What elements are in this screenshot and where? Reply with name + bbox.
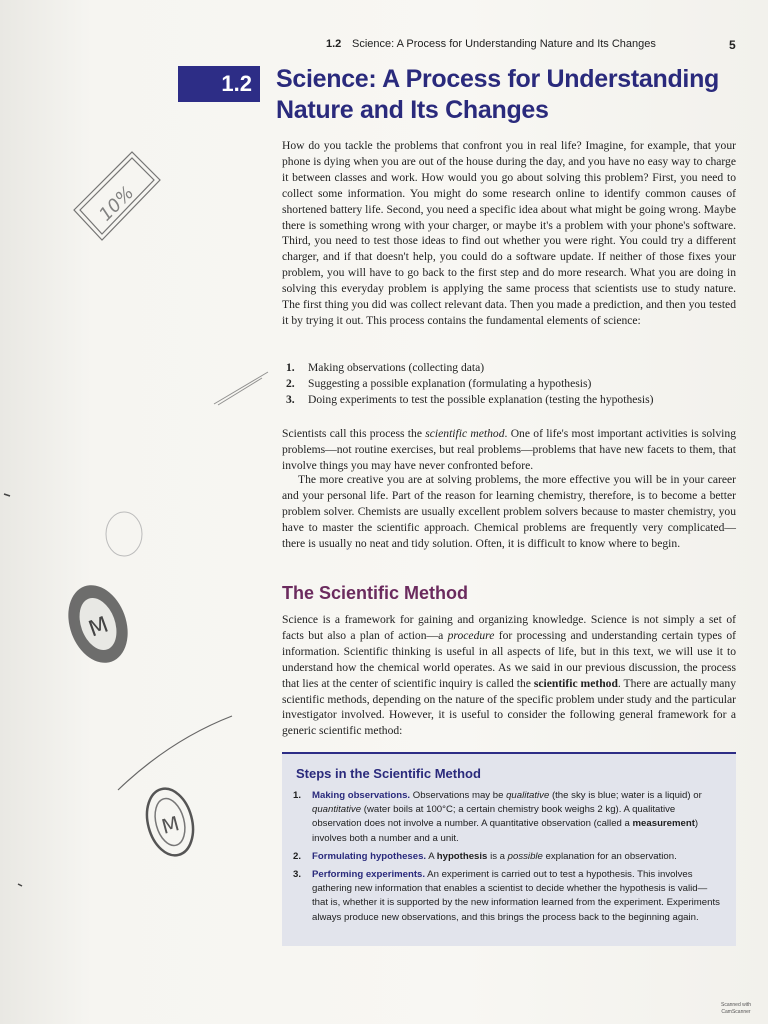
step-text [312,789,723,846]
camscanner-watermark: Scanned with CamScanner [720,1002,752,1015]
margin-mark [18,884,22,886]
sketch-sign-doodle [74,152,160,240]
margin-mark [4,494,10,496]
step-number: 2. [293,850,302,862]
sketch-m-letter-2: M [158,811,182,839]
paragraph-text: . One of life's most important activities is solving problems—not routine exercises, but real problems—problems that have new facets to them, that involve things you may have never confronted before. [282,427,736,472]
paragraph-text: for processing and understanding certain types of information. Scientific thinking is useful in all aspects of life, but in this text, we will use it to understand how the chemical world operates. As we said in our previous discussion, the process that lies at the center of scientific inquiry is called the [282,628,736,690]
science-framework-paragraph [282,612,736,739]
sketch-faint-circle [106,512,142,556]
section-title-line-1: Science: A Process for Understanding [276,65,720,93]
paragraph-text: . There are actually many scientific methods, depending on the nature of the specific problem under study and the particular investigator involved. However, it is useful to consider the following general framework for a generic scientific method: [282,676,736,738]
step-term: Making observations. [312,790,411,801]
paragraph-text: The more creative you are at solving problems, the more effective you will be in your career and your personal life. Part of the reason for learning chemistry, therefore, is to become a better problem solver. Chemists are usually excellent problem solvers because to master chemistry, you have to master the scientific approach. Chemical problems are frequently very complicated—there is usually no neat and tidy solution. Often, it is difficult to know where to begin. [282,473,736,550]
running-header-title: Science: A Process for Understanding Nature and Its Changes [352,38,656,50]
sketch-curve-doodle [118,716,232,790]
list-item-number: 2. [286,376,295,390]
sketch-m-letter-1: M [85,612,112,643]
step-bold: measurement [632,818,695,830]
subsection-title: The Scientific Method [282,583,469,603]
list-item-number: 3. [286,392,295,406]
step-text [312,850,723,864]
list-item-number: 1. [286,361,295,374]
step-text [312,868,723,925]
step-number: 3. [293,869,302,881]
step-text-part: (the sky is blue; water is a liquid) or [549,790,702,801]
italic-term: procedure [447,628,495,642]
sketch-m-badge-2 [140,783,200,860]
sketch-line-doodle [214,372,268,405]
running-header-section-number: 1.2 [326,38,342,50]
list-item [286,392,736,408]
steps-box-list [293,789,723,929]
step-text-part: is a [487,850,508,862]
step-term: Formulating hypotheses. [312,850,427,862]
step-item [293,850,723,864]
step-term: Performing experiments. [312,869,426,881]
scientific-method-paragraph [282,426,736,474]
step-text-part: explanation for an observation. [542,850,677,862]
list-item-text: Doing experiments to test the possible explanation (testing the hypothesis) [308,392,654,406]
sketch-m-badge-1 [58,577,138,671]
paragraph-text: Science is a framework for gaining and organizing knowledge. Science is not simply a set of facts but also a plan of action—a [282,613,736,642]
step-italic: quantitative [312,804,362,816]
step-italic: possible [507,850,543,862]
paragraph-text: Scientists call this process the [282,427,426,440]
section-number-badge [178,66,260,102]
list-item-text: Making observations (collecting data) [308,361,485,374]
step-text-part: Observations may be [410,790,507,801]
step-text-part: ) involves both a number and a unit. [312,818,699,844]
section-number: 1.2 [221,71,252,96]
steps-box-title: Steps in the Scientific Method [296,766,481,781]
list-item-text: Suggesting a possible explanation (formulating a hypothesis) [308,376,592,390]
running-header [0,38,768,54]
bold-term: scientific method [533,676,618,690]
science-elements-list [286,360,736,407]
step-text-part: An experiment is carried out to test a hypothesis. This involves gathering new information that enables a scientist to decide whether the hypothesis is valid—that is, whether it is supported by the new information learned from the experiment. Experiments always produce new observations, and this brings the process back to the beginning again. [312,869,720,923]
sketch-sign-text: 10% [95,182,139,226]
italic-term: scientific method [425,427,505,440]
list-item [286,360,736,376]
step-text-part: (water boils at 100°C; a certain chemistry book weighs 2 kg). A qualitative observation does not involve a number. A quantitative observation (called a [312,804,676,830]
step-number: 1. [293,790,302,801]
step-italic: qualitative [506,790,550,801]
section-title-line-2: Nature and Its Changes [276,96,549,124]
problem-solving-paragraph [282,472,736,552]
step-text-part: A [426,850,437,862]
step-item [293,789,723,846]
page-number: 5 [729,38,736,52]
list-item [286,376,736,392]
intro-paragraph: How do you tackle the problems that confront you in real life? Imagine, for example, that your phone is dying when you are out of the house during the day, and you have no easy way to charge it between classes and work. How would you go about solving this problem? First, you need to collect some information. You might do some research online to identify common causes of shortened battery life. Second, you need a specific idea about what might be going wrong. Maybe there is something wrong with your charger, or maybe it's a problem with your phone's software. Third, you need to test those ideas to find out whether you were right. You could try a different charger, and if that doesn't help, you could do a software update. If neither of those fixes your problem, you will have to go back to the first step and do more research. What you are doing in solving this everyday problem is applying the same process that scientists use to study nature. The first thing you did was collect relevant data. Then you made a prediction, and then you tested it by trying it out. This process contains the fundamental elements of science: [282,139,736,327]
step-item [293,868,723,925]
section-title [276,64,746,126]
step-bold: hypothesis [436,850,488,862]
